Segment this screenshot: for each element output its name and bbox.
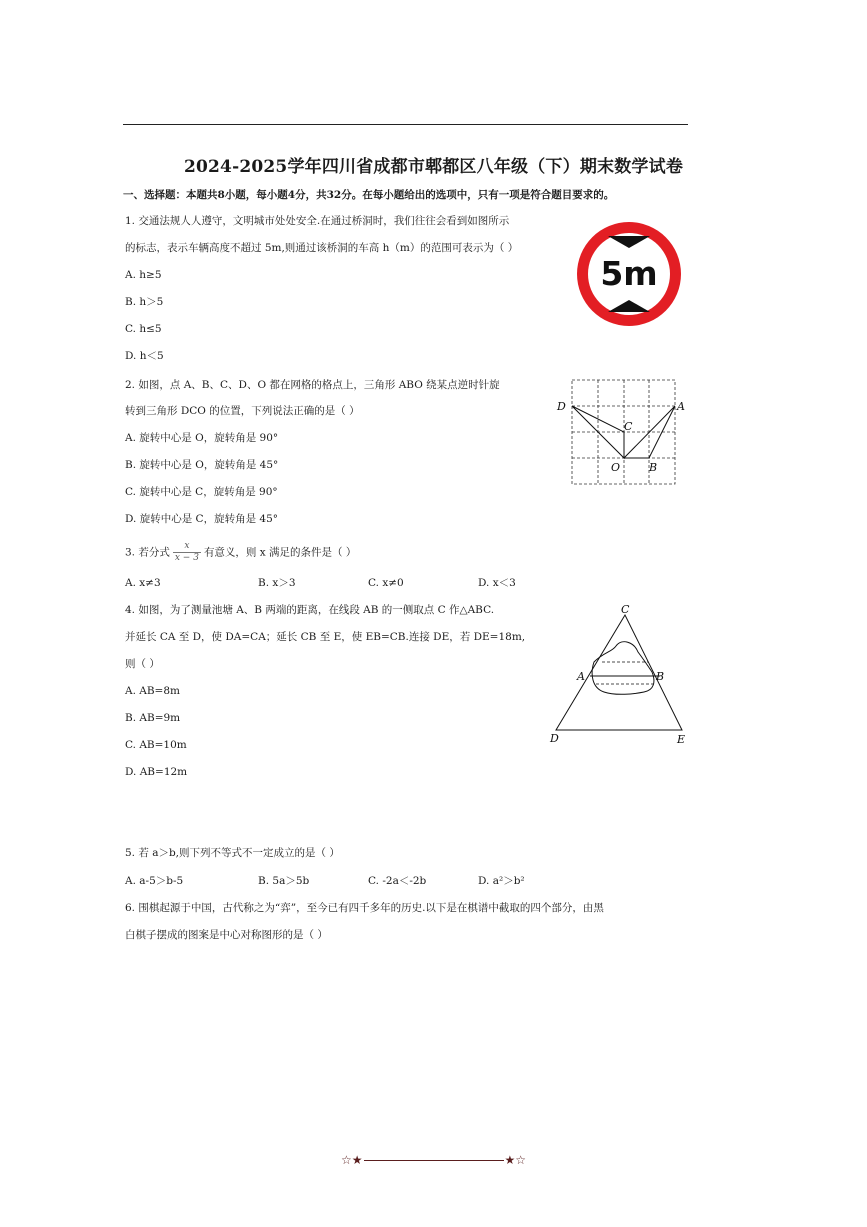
- footer-stars-right: ★☆: [504, 1153, 527, 1167]
- q5-option-a: A. a-5＞b-5: [125, 875, 184, 887]
- label-o: O: [611, 461, 621, 474]
- fraction: [173, 541, 201, 564]
- q2-option-b: B. 旋转中心是 O，旋转角是 45°: [125, 459, 279, 471]
- q3-option-d: D. x＜3: [478, 577, 516, 589]
- label-a: A: [677, 400, 685, 413]
- q5-line1: 5. 若 a＞b,则下列不等式不一定成立的是（ ）: [125, 847, 340, 859]
- q5-option-b: B. 5a＞5b: [258, 875, 310, 887]
- fraction-denominator: x − 3: [174, 552, 199, 563]
- label-a: A: [577, 670, 585, 683]
- pond-triangle-figure: [544, 600, 694, 750]
- q4-line2: 并延长 CA 至 D，使 DA=CA；延长 CB 至 E，使 EB=CB.连接 DE，若 DE=18m,: [125, 631, 526, 643]
- q6-line2: 白棋子摆成的图案是中心对称图形的是（ ）: [125, 929, 328, 941]
- label-e: E: [677, 733, 686, 746]
- q2-option-a: A. 旋转中心是 O，旋转角是 90°: [125, 432, 279, 444]
- rotation-grid-figure: [552, 372, 692, 492]
- q4-option-c: C. AB=10m: [125, 739, 187, 751]
- label-d: D: [550, 732, 559, 745]
- q1-option-b: B. h＞5: [125, 296, 164, 308]
- q2-option-d: D. 旋转中心是 C，旋转角是 45°: [125, 513, 279, 525]
- footer-stars-left: ☆★: [340, 1153, 363, 1167]
- q3-suffix: 有意义，则 x 满足的条件是（ ）: [203, 546, 357, 559]
- q4-line3: 则（ ）: [125, 658, 160, 670]
- page-title: 2024-2025学年四川省成都市郫都区八年级（下）期末数学试卷: [183, 157, 684, 177]
- q3-stem: [125, 541, 356, 564]
- q1-line2: 的标志，表示车辆高度不超过 5m,则通过该桥洞的车高 h（m）的范围可表示为（ ）: [125, 242, 519, 254]
- label-b: B: [649, 461, 658, 474]
- q1-line1: 1. 交通法规人人遵守，文明城市处处安全.在通过桥洞时，我们往往会看到如图所示: [125, 215, 510, 227]
- q1-option-a: A. h≥5: [125, 269, 162, 281]
- q5-option-c: C. -2a＜-2b: [368, 875, 427, 887]
- q2-option-c: C. 旋转中心是 C，旋转角是 90°: [125, 486, 278, 498]
- q4-option-a: A. AB=8m: [125, 685, 180, 697]
- label-c: C: [621, 603, 630, 616]
- sign-text: 5m: [600, 254, 658, 293]
- q3-prefix: 3. 若分式: [125, 546, 170, 559]
- fraction-numerator: x: [173, 541, 201, 553]
- header-rule: [123, 124, 688, 125]
- q3-option-a: A. x≠3: [125, 577, 161, 589]
- label-d: D: [557, 400, 566, 413]
- label-b: B: [656, 670, 665, 683]
- q2-line2: 转到三角形 DCO 的位置，下列说法正确的是（ ）: [125, 405, 360, 417]
- q4-option-b: B. AB=9m: [125, 712, 181, 724]
- page-footer: [0, 1153, 867, 1167]
- q1-option-c: C. h≤5: [125, 323, 162, 335]
- q4-option-d: D. AB=12m: [125, 766, 188, 778]
- q6-line1: 6. 围棋起源于中国，古代称之为“弈”，至今已有四千多年的历史.以下是在棋谱中截取的四个部分，由黑: [125, 902, 604, 914]
- q5-option-d: D. a²＞b²: [478, 875, 525, 887]
- height-limit-sign-icon: [572, 218, 686, 330]
- q1-option-d: D. h＜5: [125, 350, 164, 362]
- section-heading: 一、选择题：本题共8小题，每小题4分，共32分。在每小题给出的选项中，只有一项是符合题目要求的。: [123, 189, 615, 201]
- q2-line1: 2. 如图，点 A、B、C、D、O 都在网格的格点上，三角形 ABO 绕某点逆时针旋: [125, 379, 500, 391]
- q4-line1: 4. 如图，为了测量池塘 A、B 两端的距离，在线段 AB 的一侧取点 C 作△ABC.: [125, 604, 495, 616]
- footer-rule: [364, 1160, 504, 1161]
- q3-option-b: B. x＞3: [258, 577, 296, 589]
- label-c: C: [624, 420, 633, 433]
- q3-option-c: C. x≠0: [368, 577, 404, 589]
